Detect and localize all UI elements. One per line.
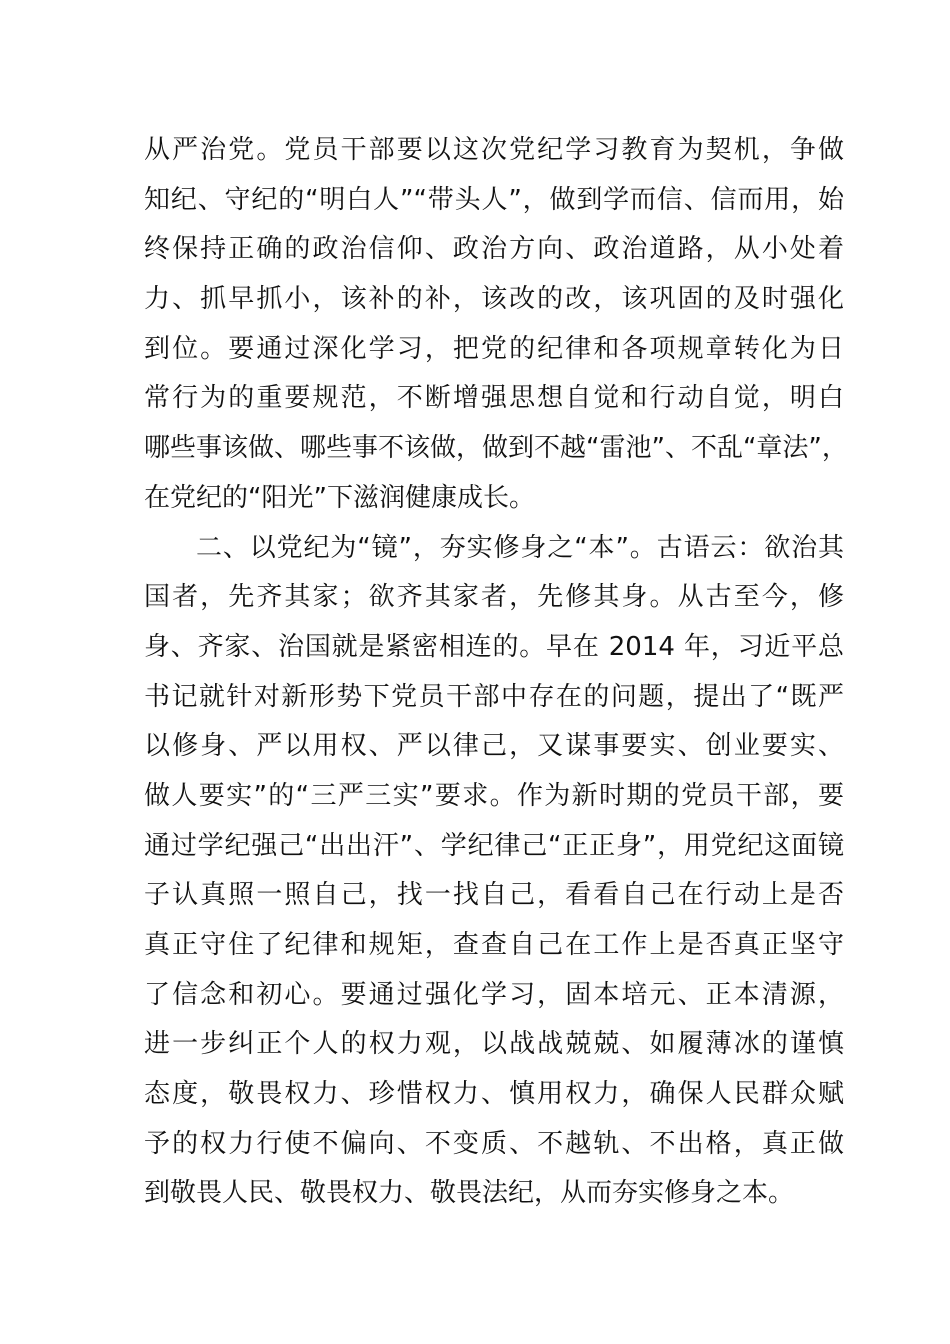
text-line: 在党纪的“阳光”下滋润健康成长。 <box>144 482 535 513</box>
text-line: 态度，敬畏权力、珍惜权力、慎用权力，确保人民群众赋 <box>144 1079 844 1110</box>
text-line: 真正守住了纪律和规矩，查查自己在工作上是否真正坚守 <box>144 930 844 960</box>
body-text <box>144 126 848 1219</box>
text-line: 以修身、严以用权、严以律己，又谋事要实、创业要实、 <box>144 731 844 762</box>
text-line: 书记就针对新形势下党员干部中存在的问题，提出了“既严 <box>144 681 844 712</box>
text-line: 予的权力行使不偏向、不变质、不越轨、不出格，真正做 <box>144 1128 844 1159</box>
text-line: 终保持正确的政治信仰、政治方向、政治道路，从小处着 <box>144 234 844 265</box>
text-line: 身、齐家、治国就是紧密相连的。早在 2014 年，习近平总 <box>144 631 844 662</box>
text-line: 到位。要通过深化学习，把党的纪律和各项规章转化为日 <box>144 333 844 364</box>
text-line: 从严治党。党员干部要以这次党纪学习教育为契机，争做 <box>144 135 844 165</box>
text-line: 知纪、守纪的“明白人”“带头人”，做到学而信、信而用，始 <box>144 184 844 215</box>
text-line: 常行为的重要规范，不断增强思想自觉和行动自觉，明白 <box>144 383 844 414</box>
text-line: 二、以党纪为“镜”，夯实修身之“本”。古语云：欲治其 <box>196 532 844 563</box>
text-line: 力、抓早抓小，该补的补，该改的改，该巩固的及时强化 <box>144 284 844 315</box>
text-line: 国者，先齐其家；欲齐其家者，先修其身。从古至今，修 <box>144 582 844 613</box>
paragraph-2 <box>144 524 844 1220</box>
text-line: 到敬畏人民、敬畏权力、敬畏法纪，从而夯实修身之本。 <box>144 1178 795 1209</box>
text-line: 进一步纠正个人的权力观，以战战兢兢、如履薄冰的谨慎 <box>144 1029 844 1060</box>
text-line: 哪些事该做、哪些事不该做，做到不越“雷池”、不乱“章法”， <box>144 433 848 464</box>
text-line: 了信念和初心。要通过强化学习，固本培元、正本清源， <box>144 979 844 1010</box>
text-line: 通过学纪强己“出出汗”、学纪律己“正正身”，用党纪这面镜 <box>144 830 844 861</box>
text-line: 做人要实”的“三严三实”要求。作为新时期的党员干部，要 <box>144 780 844 811</box>
paragraph-1 <box>144 126 848 524</box>
text-line: 子认真照一照自己，找一找自己，看看自己在行动上是否 <box>144 880 844 911</box>
